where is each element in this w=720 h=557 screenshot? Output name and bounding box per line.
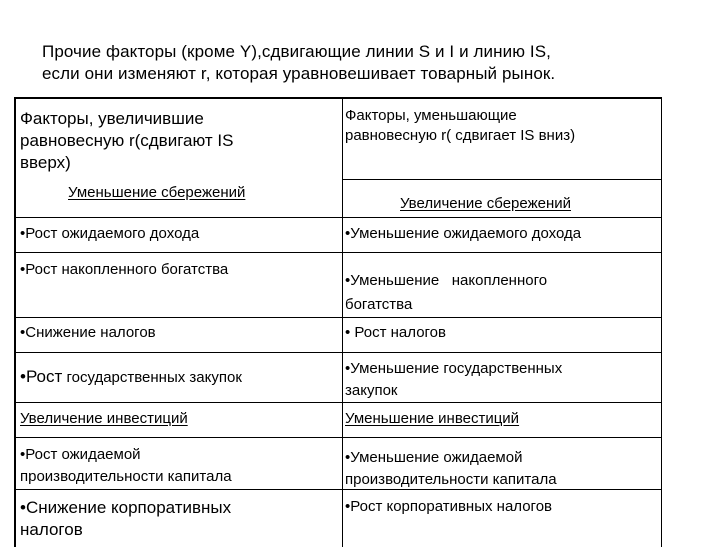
row-left-line: •Снижение корпоративных xyxy=(20,498,232,517)
header-left-line: равновесную r(сдвигают IS xyxy=(20,131,234,150)
header-right xyxy=(345,106,575,146)
subheader-left: Уменьшение сбережений xyxy=(68,184,246,201)
row-right xyxy=(345,447,557,491)
row-left: •Рост ожидаемого дохода xyxy=(20,225,200,242)
row-right xyxy=(345,358,562,402)
header-right-line: Факторы, уменьшающие xyxy=(345,107,517,124)
table-column-divider xyxy=(342,97,343,547)
row-right-line: производительности капитала xyxy=(345,471,557,488)
header-left-line: Факторы, увеличившие xyxy=(20,109,204,128)
row-right-line: закупок xyxy=(345,382,398,399)
table-divider xyxy=(14,402,662,403)
row-right: •Уменьшение ожидаемого дохода xyxy=(345,225,582,242)
header-left xyxy=(20,108,233,174)
title-line-2: если они изменяют r, которая уравновешивает товарный рынок. xyxy=(42,64,556,83)
row-left-line: налогов xyxy=(20,520,83,539)
row-left: Увеличение инвестиций xyxy=(20,410,188,427)
title-line-1: Прочие факторы (кроме Y),сдвигающие линии S и I и линию IS, xyxy=(42,42,551,61)
row-right: • Рост налогов xyxy=(345,324,446,341)
factors-table xyxy=(14,97,662,557)
table-divider xyxy=(14,252,662,253)
table-divider xyxy=(14,217,662,218)
row-right-line: •Уменьшение государственных xyxy=(345,360,563,377)
row-right-line: •Уменьшение ожидаемой xyxy=(345,449,523,466)
row-right: •Рост корпоративных налогов xyxy=(345,498,553,515)
table-divider xyxy=(14,352,662,353)
table-border-right xyxy=(661,97,662,547)
table-divider xyxy=(14,489,662,490)
table-border-left xyxy=(14,97,16,547)
row-left-part: государственных закупок xyxy=(62,369,242,386)
row-left xyxy=(20,444,232,488)
header-left-line: вверх) xyxy=(20,153,71,172)
row-right: Уменьшение инвестиций xyxy=(345,410,520,427)
row-left-line: производительности капитала xyxy=(20,468,232,485)
row-left: •Снижение налогов xyxy=(20,324,156,341)
row-left-part: •Рост xyxy=(20,367,63,386)
table-divider xyxy=(342,179,662,180)
row-right xyxy=(345,269,547,317)
table-border-top xyxy=(14,97,662,99)
row-left-line: •Рост ожидаемой xyxy=(20,446,141,463)
header-right-line: равновесную r( сдвигает IS вниз) xyxy=(345,127,576,144)
row-left xyxy=(20,367,242,388)
row-right-line: •Уменьшение накопленного xyxy=(345,272,548,289)
row-right-line: богатства xyxy=(345,296,413,313)
subheader-right: Увеличение сбережений xyxy=(400,195,571,212)
table-divider xyxy=(14,317,662,318)
row-left xyxy=(20,497,231,541)
row-left: •Рост накопленного богатства xyxy=(20,261,229,278)
slide-title xyxy=(42,41,682,85)
table-divider xyxy=(14,437,662,438)
